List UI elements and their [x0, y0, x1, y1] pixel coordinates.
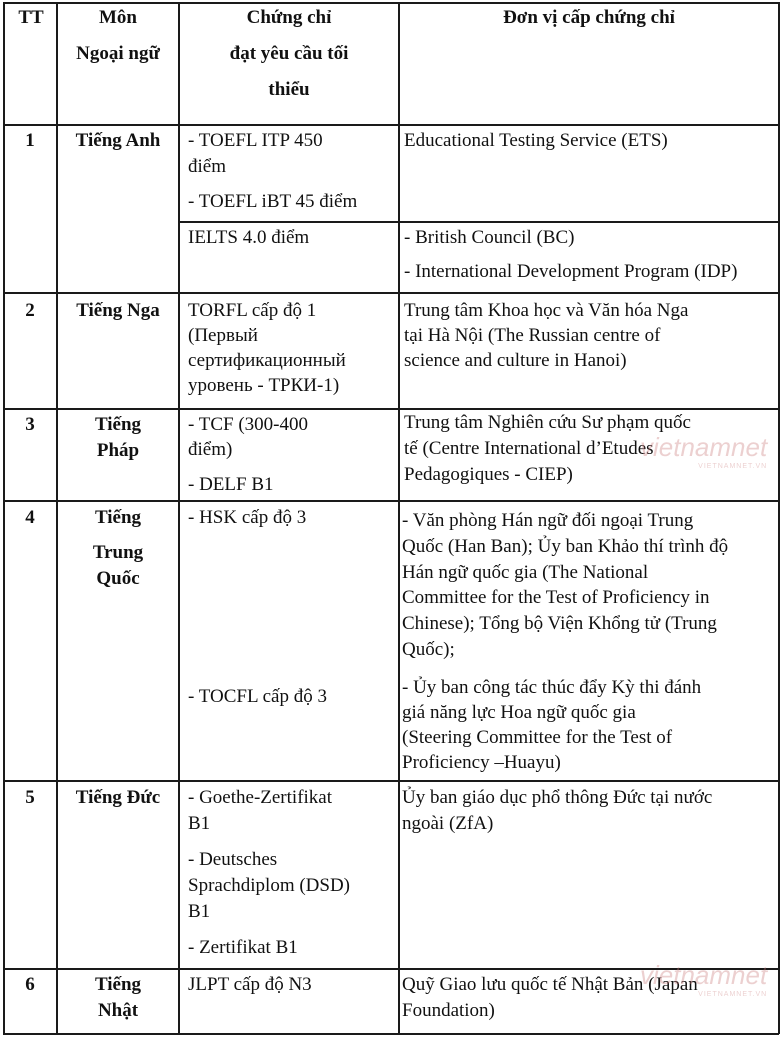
cert-text: B1	[188, 813, 211, 834]
issuer-text: - Ủy ban công tác thúc đẩy Kỳ thi đánh	[402, 677, 702, 698]
issuer-text: tại Hà Nội (The Russian centre of	[404, 325, 661, 346]
issuer-text: - Văn phòng Hán ngữ đối ngoại Trung	[402, 510, 694, 531]
header-cert-line: đạt yêu cầu tối	[229, 43, 349, 64]
issuer-text: (Steering Committee for the Test of	[402, 727, 673, 748]
subject-name: Quốc	[96, 568, 140, 589]
cert-text: уровень - ТРКИ-1)	[188, 375, 340, 396]
grid-line	[3, 780, 779, 782]
issuer-text: Foundation)	[402, 1000, 495, 1021]
row-number: 5	[25, 787, 35, 808]
cert-text: - Zertifikat B1	[188, 937, 298, 958]
subject-name: Tiếng Anh	[75, 130, 161, 151]
subject-name: Tiếng Nga	[76, 300, 160, 321]
row-number: 1	[25, 130, 35, 151]
cert-text: - TOEFL ITP 450	[188, 130, 323, 151]
cert-text: Sprachdiplom (DSD)	[188, 875, 351, 896]
watermark-brand: vietnamnet	[640, 432, 768, 462]
watermark-logo	[640, 960, 767, 998]
issuer-text: Pedagogiques - CIEP)	[404, 464, 573, 485]
issuer-text: Committee for the Test of Proficiency in	[402, 587, 710, 608]
grid-line	[3, 500, 779, 502]
issuer-text: Trung tâm Khoa học và Văn hóa Nga	[404, 300, 689, 321]
subject-name: Tiếng	[94, 414, 142, 435]
grid-line	[3, 1033, 779, 1035]
subject-name: Nhật	[97, 1000, 139, 1021]
subject-name: Tiếng	[94, 507, 142, 528]
grid-line	[778, 2, 780, 1034]
cert-text: JLPT cấp độ N3	[188, 974, 312, 995]
cert-text: TORFL cấp độ 1	[188, 300, 317, 321]
issuer-text: Chinese); Tổng bộ Viện Khổng tử (Trung	[402, 613, 717, 634]
issuer-text: Quốc);	[402, 639, 455, 660]
cert-text: B1	[188, 901, 211, 922]
issuer-text: Quốc (Han Ban); Ủy ban Khảo thí trình độ	[402, 536, 729, 557]
issuer-text: - International Development Program (IDP)	[404, 261, 738, 282]
issuer-text: Ủy ban giáo dục phổ thông Đức tại nước	[402, 787, 713, 808]
watermark-sub: VIETNAMNET.VN	[698, 463, 768, 470]
row-number: 2	[25, 300, 35, 321]
issuer-text: tế (Centre International d’Etudes	[404, 438, 654, 459]
watermark-brand: vietnamnet	[640, 960, 768, 990]
cert-text: - Goethe-Zertifikat	[188, 787, 333, 808]
cert-text: điểm)	[188, 439, 233, 460]
header-subject-line: Ngoại ngữ	[76, 43, 160, 64]
row-number: 4	[25, 507, 35, 528]
header-subject-line: Môn	[99, 7, 137, 28]
issuer-text: Proficiency –Huayu)	[402, 752, 561, 773]
issuer-text: Hán ngữ quốc gia (The National	[402, 562, 649, 583]
grid-line	[398, 2, 400, 1034]
grid-line	[3, 292, 779, 294]
cert-text: - TOEFL iBT 45 điểm	[188, 191, 358, 212]
grid-line	[178, 221, 400, 223]
issuer-text: ngoài (ZfA)	[402, 813, 494, 834]
watermark-sub: VIETNAMNET.VN	[698, 991, 768, 998]
subject-name: Tiếng	[94, 974, 142, 995]
watermark-logo	[640, 432, 767, 470]
issuer-text: giá năng lực Hoa ngữ quốc gia	[402, 702, 636, 723]
header-issuer: Đơn vị cấp chứng chỉ	[503, 7, 675, 28]
grid-line	[178, 2, 180, 1034]
cert-text: - Deutsches	[188, 849, 278, 870]
cert-text: (Первый	[188, 325, 258, 346]
header-tt: TT	[18, 7, 44, 28]
cert-text: - HSK cấp độ 3	[188, 507, 307, 528]
cert-text: сертификационный	[188, 350, 346, 371]
cert-text: điểm	[188, 156, 226, 177]
cert-text: - TOCFL cấp độ 3	[188, 686, 327, 707]
cert-text: - DELF B1	[188, 474, 274, 495]
cert-text: IELTS 4.0 điểm	[188, 227, 310, 248]
row-number: 6	[25, 974, 35, 995]
header-cert-line: Chứng chỉ	[246, 7, 332, 28]
issuer-text: - British Council (BC)	[404, 227, 575, 248]
issuer-text: Trung tâm Nghiên cứu Sư phạm quốc	[404, 412, 691, 433]
subject-name: Pháp	[96, 440, 140, 461]
issuer-text: science and culture in Hanoi)	[404, 350, 627, 371]
issuer-text: Quỹ Giao lưu quốc tế Nhật Bản (Japan	[402, 974, 698, 995]
grid-line	[400, 221, 779, 223]
subject-name: Tiếng Đức	[75, 787, 161, 808]
cert-text: - TCF (300-400	[188, 414, 308, 435]
row-number: 3	[25, 414, 35, 435]
subject-name: Trung	[92, 542, 144, 563]
header-cert-line: thiểu	[268, 79, 310, 100]
grid-line	[3, 124, 779, 126]
issuer-text: Educational Testing Service (ETS)	[404, 130, 668, 151]
